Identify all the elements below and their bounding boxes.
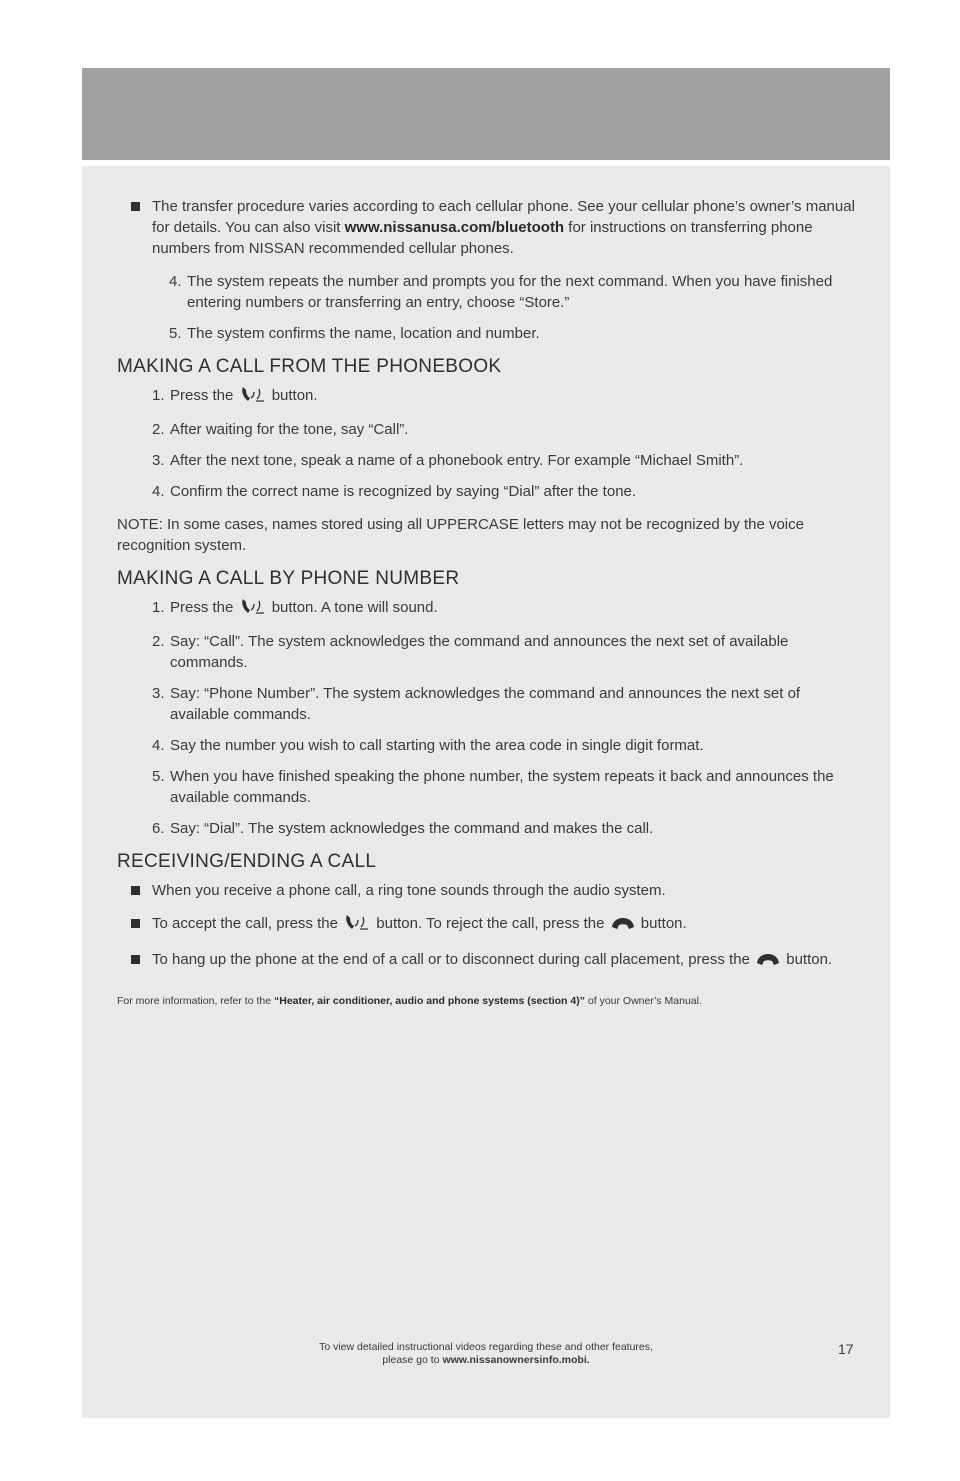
list-item: 6. Say: “Dial”. The system acknowledges the command and makes the call. [152,820,654,837]
phone-talk-icon [240,597,266,621]
bullet-square-icon [131,955,140,964]
phone-talk-icon [344,913,370,937]
list-item: 5. When you have finished speaking the phone number, the system repeats it back and announces the available commands. [152,768,834,806]
list-item: 4. The system repeats the number and prompts you for the next command. When you have finished entering numbers or transferring an entry, choose “Store.” [169,273,833,311]
store-steps [117,271,862,344]
section-heading-phonebook: MAKING A CALL FROM THE PHONEBOOK [117,356,502,377]
intro-bullet: The transfer procedure varies according to each cellular phone. See your cellular phone’s owner’s manual for details. You can also visit www.nissanusa.com/bluetooth for instructions on transferring phone numbers from NISSAN recommended cellular phones. [117,196,862,259]
footer-text: To view detailed instructional videos regarding these and other features, please go to www.nissanownersinfo.mobi. [319,1341,653,1366]
phone-number-steps [117,597,862,839]
phone-talk-icon [240,385,266,409]
manual-page [82,166,890,1418]
list-item: 4. Confirm the correct name is recognized by saying “Dial” after the tone. [152,483,637,500]
page-number: 17 [838,1341,854,1357]
section-heading-receiving: RECEIVING/ENDING A CALL [117,851,377,872]
phonebook-steps [117,385,862,502]
more-info-text: For more information, refer to the “Heater, air conditioner, audio and phone systems (section 4)” of your Owner’s Manual. [117,995,702,1007]
bullet-square-icon [131,919,140,928]
list-item: To hang up the phone at the end of a call or to disconnect during call placement, press the button. [117,949,862,973]
page-content [117,196,862,1023]
bluetooth-link[interactable]: www.nissanusa.com/bluetooth [344,219,565,236]
phone-end-icon [756,952,780,973]
list-item: To accept the call, press the button. To reject the call, press the button. [117,913,862,937]
list-item: 2. After waiting for the tone, say “Call”. [152,421,409,438]
note-text: NOTE: In some cases, names stored using all UPPERCASE letters may not be recognized by the voice recognition system. [117,516,804,554]
section-heading-phone-number: MAKING A CALL BY PHONE NUMBER [117,568,460,589]
list-item: 4. Say the number you wish to call starting with the area code in single digit format. [152,737,704,754]
bullet-square-icon [131,202,140,211]
list-item: 1. Press the button. [117,385,862,409]
phone-end-icon [611,916,635,937]
list-item: 1. Press the button. A tone will sound. [117,597,862,621]
header-band [82,68,890,160]
bullet-square-icon [131,886,140,895]
list-item: 5. The system confirms the name, location and number. [169,325,540,342]
list-item: 3. Say: “Phone Number”. The system acknowledges the command and announces the next set of available commands. [152,685,801,723]
list-item: When you receive a phone call, a ring tone sounds through the audio system. [117,880,862,901]
list-item: 3. After the next tone, speak a name of a phonebook entry. For example “Michael Smith”. [152,452,744,469]
owners-info-link[interactable]: www.nissanownersinfo.mobi. [442,1354,590,1366]
list-item: 2. Say: “Call”. The system acknowledges the command and announces the next set of available commands. [152,633,789,671]
